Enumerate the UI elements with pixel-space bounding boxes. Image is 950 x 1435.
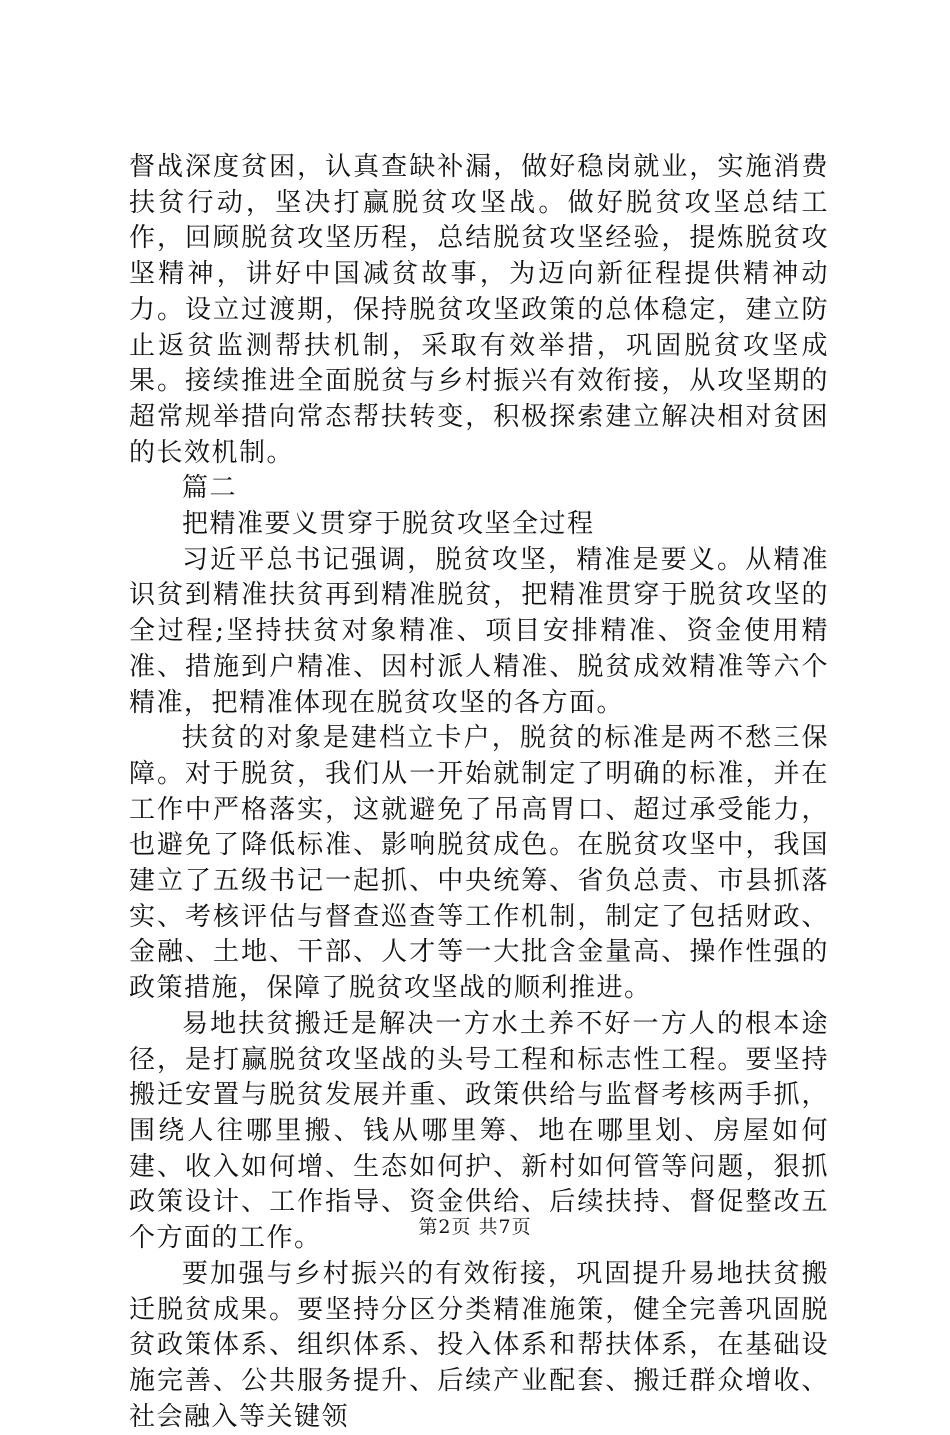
section-title: 把精准要义贯穿于脱贫攻坚全过程 (182, 509, 595, 540)
paragraph: 习近平总书记强调，脱贫攻坚，精准是要义。从精准识贫到精准扶贫再到精准脱贫，把精准贯穿于脱贫攻坚的全过程;坚持扶贫对象精准、项目安排精准、资金使用精准、措施到户精准、因村派人精准、脱贫成效精准等六个精准，把精准体现在脱贫攻坚的各方面。 (129, 544, 829, 718)
page-number-footer: 第2页 共7页 (418, 1216, 532, 1238)
paragraph: 扶贫的对象是建档立卡户，脱贫的标准是两不愁三保障。对于脱贫，我们从一开始就制定了明确的标准，并在工作中严格落实，这就避免了吊高胃口、超过承受能力，也避免了降低标准、影响脱贫成色。在脱贫攻坚中，我国建立了五级书记一起抓、中央统筹、省负总责、市县抓落实、考核评估与督查巡查等工作机制，制定了包括财政、金融、土地、干部、人才等一大批含金量高、操作性强的政策措施，保障了脱贫攻坚战的顺利推进。 (129, 723, 829, 1004)
document-body (129, 150, 829, 1435)
paragraph: 易地扶贫搬迁是解决一方水土养不好一方人的根本途径，是打赢脱贫攻坚战的头号工程和标志性工程。要坚持搬迁安置与脱贫发展并重、政策供给与监督考核两手抓，围绕人往哪里搬、钱从哪里筹、地在哪里划、房屋如何建、收入如何增、生态如何护、新村如何管等问题，狠抓政策设计、工作指导、资金供给、后续扶持、督促整改五个方面的工作。 (129, 1008, 829, 1254)
paragraph-continuation: 督战深度贫困，认真查缺补漏，做好稳岗就业，实施消费扶贫行动，坚决打赢脱贫攻坚战。做好脱贫攻坚总结工作，回顾脱贫攻坚历程，总结脱贫攻坚经验，提炼脱贫攻坚精神，讲好中国减贫故事，为迈向新征程提供精神动力。设立过渡期，保持脱贫攻坚政策的总体稳定，建立防止返贫监测帮扶机制，采取有效举措，巩固脱贫攻坚成果。接续推进全面脱贫与乡村振兴有效衔接，从攻坚期的超常规举措向常态帮扶转变，积极探索建立解决相对贫困的长效机制。 (129, 152, 829, 468)
paragraph: 要加强与乡村振兴的有效衔接，巩固提升易地扶贫搬迁脱贫成果。要坚持分区分类精准施策，健全完善巩固脱贫政策体系、组织体系、投入体系和帮扶体系，在基础设施完善、公共服务提升、后续产业配套、搬迁群众增收、社会融入等关键领 (129, 1258, 829, 1432)
section-label: 篇二 (182, 473, 238, 504)
